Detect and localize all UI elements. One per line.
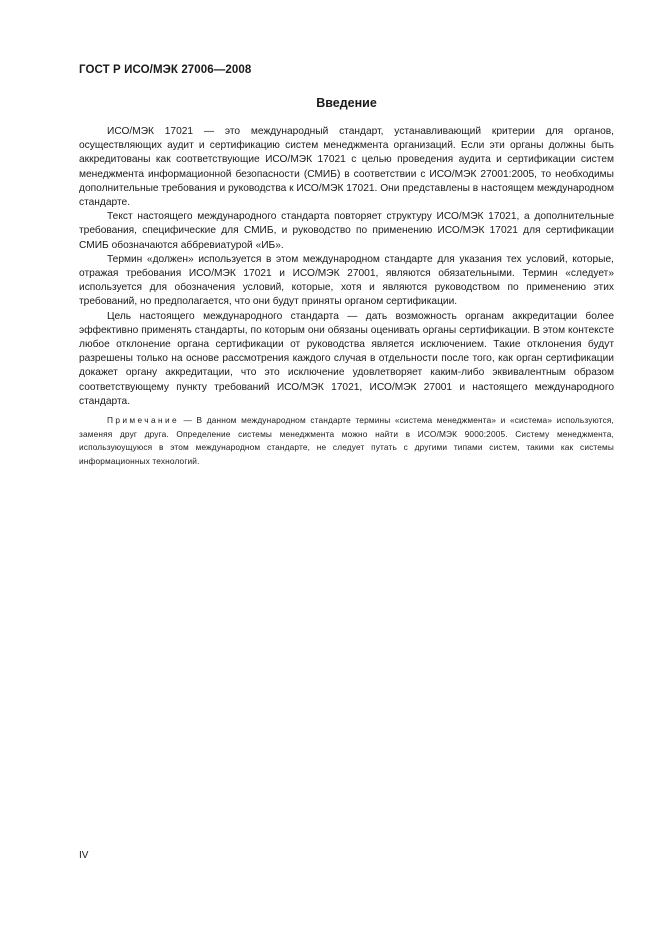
paragraph-4: Цель настоящего международного стандарта — дать возможность органам аккредитации более эффективно применять стандарты, по которым они обязаны оценивать органы сертификации. В этом контексте любое отклонение органа сертификации от руководства является исключением. Такие отклонения будут разрешены только на основе рассмотрения каждого случая в отдельности после того, как орган сертификации докажет органу аккредитации, что это исключение удовлетворяет каким-либо эквивалентным образом соответствующему пункту требований ИСО/МЭК 17021, ИСО/МЭК 27001 и настоящего международного стандарта. [79, 310, 614, 407]
note-label: Примечание [107, 415, 180, 426]
paragraph-1: ИСО/МЭК 17021 — это международный стандарт, устанавливающий критерии для органов, осуществляющих аудит и сертификацию систем менеджмента организаций. Если эти органы должны быть аккредитованы как соответствующие ИСО/МЭК 17021 с целью проведения аудита и сертификации систем менеджмента информационной безопасности (СМИБ) в соответствии с ИСО/МЭК 27001:2005, то необходимы дополнительные требования и руководства к ИСО/МЭК 17021. Они представлены в настоящем международном стандарте. [79, 126, 614, 209]
note [79, 414, 614, 468]
document-header: ГОСТ Р ИСО/МЭК 27006—2008 [79, 64, 252, 76]
paragraph-2: Текст настоящего международного стандарта повторяет структуру ИСО/МЭК 17021, а дополнительные требования, специфические для СМИБ, и руководство по применению ИСО/МЭК 17021 для сертификации СМИБ обозначаются аббревиатурой «ИБ». [79, 211, 614, 251]
section-title: Введение [316, 96, 377, 110]
page-number: IV [79, 850, 89, 861]
body-text [79, 125, 614, 468]
note-text: — В данном международном стандарте термины «система менеджмента» и «система» используются, заменяя друг друга. Определение системы менеджмента можно найти в ИСО/МЭК 9000:2005. Систему менеджмента, используюущуюся в этом международном стандарте, не следует путать с другими типами систем, такими как системы информационных технологий. [79, 415, 614, 466]
paragraph-3: Термин «должен» используется в этом международном стандарте для указания тех условий, которые, отражая требования ИСО/МЭК 17021 и ИСО/МЭК 27001, являются обязательными. Термин «следует» используется для обозначения условий, которые, хотя и являются руководством по применению этих требований, но предполагается, что они будут приняты органом сертификации. [79, 253, 614, 308]
